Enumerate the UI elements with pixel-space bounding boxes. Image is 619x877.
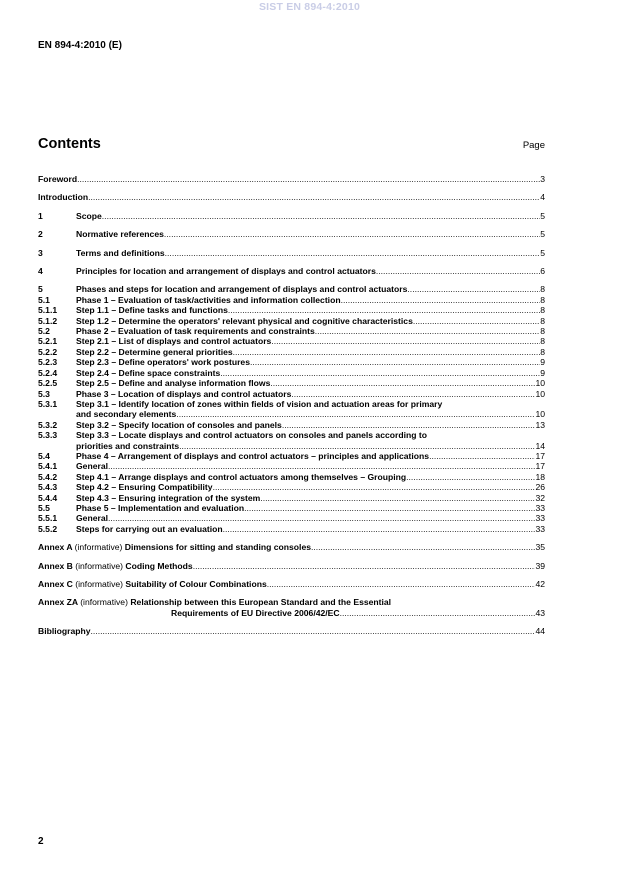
toc-leader: [108, 461, 535, 471]
toc-leader: [88, 192, 540, 202]
toc-entry-5-4-1[interactable]: [38, 461, 545, 471]
toc-number: 5.4.2: [38, 471, 58, 482]
toc-page: 18: [535, 471, 545, 482]
toc-leader: [413, 316, 540, 326]
toc-title-continued: Requirements of EU Directive 2006/42/EC: [171, 607, 340, 618]
toc-entry-5-2-5[interactable]: [38, 378, 545, 388]
toc-leader: [291, 389, 535, 399]
toc-number: 5.2: [38, 326, 50, 337]
toc-title-continued: priorities and constraints: [76, 440, 180, 451]
toc-page: 35: [535, 542, 545, 553]
toc-leader: [228, 305, 540, 315]
toc-leader: [193, 561, 536, 571]
toc-title: [38, 561, 193, 571]
toc-entry-5-2-4[interactable]: [38, 368, 545, 378]
toc-entry-annex-za[interactable]: [38, 597, 545, 618]
toc-entry-4[interactable]: [38, 266, 545, 276]
toc-leader: [260, 493, 535, 503]
toc-leader: [250, 357, 540, 367]
toc-leader: [429, 451, 535, 461]
table-of-contents: [38, 174, 545, 637]
toc-leader: [213, 482, 536, 492]
toc-title: Step 2.4 – Define space constraints: [76, 367, 221, 378]
toc-entry-5-4-2[interactable]: [38, 472, 545, 482]
toc-number: 5.1: [38, 294, 50, 305]
toc-leader: [406, 472, 535, 482]
toc-title: Bibliography: [38, 626, 91, 637]
toc-number: 5.3.3: [38, 430, 58, 441]
toc-title: [38, 542, 311, 552]
toc-page: 3: [540, 174, 545, 184]
toc-leader: [165, 248, 541, 258]
toc-number: 5.2.4: [38, 367, 58, 378]
toc-leader: [271, 336, 540, 346]
toc-leader: [341, 295, 541, 305]
toc-entry-5-1-2[interactable]: [38, 316, 545, 326]
toc-title: Phase 2 – Evaluation of task requirements and constraints: [76, 326, 315, 337]
annex-label: Annex C: [38, 579, 73, 589]
toc-entry-annex-b[interactable]: [38, 561, 545, 571]
toc-title: Principles for location and arrangement of displays and control actuators: [76, 266, 376, 277]
toc-entry-5-2-2[interactable]: [38, 347, 545, 357]
annex-kind: (informative): [75, 560, 124, 571]
toc-number: 5.4: [38, 450, 50, 461]
toc-number: 5.3: [38, 388, 50, 399]
toc-title-continued: and secondary elements: [76, 409, 177, 420]
toc-number: 5.3.1: [38, 398, 58, 409]
watermark: SIST EN 894-4:2010: [258, 1, 361, 13]
toc-title: Step 3.1 – Identify location of zones within fields of vision and actuation areas for primary: [76, 398, 443, 409]
toc-title: Step 2.3 – Define operators' work postures: [76, 357, 250, 368]
toc-entry-5-5-1[interactable]: [38, 513, 545, 523]
toc-title: General: [76, 461, 109, 472]
toc-leader: [315, 326, 540, 336]
toc-number: 2: [38, 229, 43, 240]
toc-entry-5-4-3[interactable]: [38, 482, 545, 492]
toc-entry-1[interactable]: [38, 211, 545, 221]
toc-number: 4: [38, 266, 43, 277]
toc-entry-foreword[interactable]: [38, 174, 545, 184]
toc-page: 4: [540, 192, 545, 203]
document-id: EN 894-4:2010 (E): [38, 40, 122, 51]
toc-number: 5.1.1: [38, 305, 58, 316]
toc-title: Step 1.2 – Determine the operators' relevant physical and cognitive characteristics: [76, 315, 413, 326]
annex-title: Relationship between this European Standard and the Essential: [130, 597, 392, 608]
annex-label: Annex A: [38, 542, 73, 553]
annex-title: Dimensions for sitting and standing consoles: [124, 542, 311, 553]
toc-leader: [376, 266, 540, 276]
toc-page: 26: [535, 482, 545, 493]
toc-page: 14: [535, 440, 545, 451]
toc-entry-5-4-4[interactable]: [38, 493, 545, 503]
toc-number: 5.4.3: [38, 482, 58, 493]
toc-page: 9: [540, 357, 545, 368]
toc-leader: [244, 503, 535, 513]
toc-page: 44: [535, 626, 545, 637]
toc-leader: [176, 409, 535, 419]
toc-number: 5.4.4: [38, 492, 58, 503]
toc-entry-bibliography[interactable]: [38, 626, 545, 636]
annex-label: Annex B: [38, 560, 73, 571]
toc-page: 5: [540, 247, 545, 258]
toc-page: 6: [540, 266, 545, 277]
toc-number: 5.2.2: [38, 346, 58, 357]
toc-entry-5-3[interactable]: [38, 389, 545, 399]
toc-leader: [223, 524, 536, 534]
toc-title: Foreword: [38, 174, 78, 184]
toc-entry-introduction[interactable]: [38, 192, 545, 202]
toc-number: 5.3.2: [38, 419, 58, 430]
toc-leader: [220, 368, 540, 378]
annex-label: Annex ZA: [38, 597, 78, 608]
toc-title: Scope: [76, 210, 102, 221]
toc-title: Phase 4 – Arrangement of displays and control actuators – principles and applications: [76, 450, 430, 461]
toc-leader: [179, 441, 535, 451]
toc-title: Phase 1 – Evaluation of task/activities and information collection: [76, 294, 341, 305]
annex-kind: (informative): [80, 597, 128, 608]
toc-title: Phase 5 – Implementation and evaluation: [76, 502, 245, 513]
toc-title: [38, 579, 267, 589]
toc-number: 5.5.1: [38, 513, 58, 524]
toc-leader: [311, 542, 535, 552]
toc-page: 8: [540, 284, 545, 295]
toc-title: Step 4.3 – Ensuring integration of the system: [76, 492, 261, 503]
annex-kind: (informative): [74, 542, 123, 553]
toc-leader: [340, 608, 536, 618]
toc-title: Phases and steps for location and arrangement of displays and control actuators: [76, 284, 408, 295]
toc-title: Step 2.2 – Determine general priorities: [76, 346, 233, 357]
toc-page: 13: [535, 419, 545, 430]
toc-entry-5-5-2[interactable]: [38, 524, 545, 534]
toc-page: 5: [540, 210, 545, 221]
toc-number: 5.5.2: [38, 523, 58, 534]
toc-title: Phase 3 – Location of displays and control actuators: [76, 388, 292, 399]
toc-entry-5-2-3[interactable]: [38, 357, 545, 367]
toc-page: 9: [540, 367, 545, 378]
toc-page: 42: [535, 579, 545, 589]
toc-page: 5: [540, 229, 545, 240]
toc-number: 5.2.1: [38, 336, 58, 347]
toc-leader: [91, 626, 536, 636]
toc-page: 17: [535, 461, 545, 472]
toc-entry-3[interactable]: [38, 248, 545, 258]
toc-leader: [164, 229, 540, 239]
toc-page: 10: [535, 388, 545, 399]
toc-leader: [270, 378, 535, 388]
toc-title: Step 2.1 – List of displays and control actuators: [76, 336, 272, 347]
toc-page: 8: [540, 294, 545, 305]
toc-number: 5.2.5: [38, 378, 58, 389]
toc-page: 17: [535, 450, 545, 461]
annex-kind: (informative): [75, 579, 124, 589]
toc-number: 5.1.2: [38, 315, 58, 326]
toc-title: Introduction: [38, 192, 89, 203]
toc-page: 8: [540, 305, 545, 316]
toc-page: 32: [535, 492, 545, 503]
toc-page: 8: [540, 336, 545, 347]
toc-entry-5[interactable]: [38, 284, 545, 294]
toc-title: Normative references: [76, 229, 164, 240]
page-column-label: Page: [522, 140, 545, 151]
toc-page: 33: [535, 513, 545, 524]
toc-leader: [282, 420, 536, 430]
toc-title: [38, 597, 545, 607]
toc-entry-5-1-1[interactable]: [38, 305, 545, 315]
toc-title: Step 3.2 – Specify location of consoles and panels: [76, 419, 282, 430]
toc-leader: [102, 211, 540, 221]
toc-leader: [77, 174, 540, 184]
toc-number: 5.5: [38, 502, 50, 513]
toc-entry-5-3-3[interactable]: [38, 430, 545, 451]
toc-entry-5-2-1[interactable]: [38, 336, 545, 346]
toc-title: General: [76, 513, 109, 524]
toc-page: 33: [535, 502, 545, 513]
toc-page: 39: [535, 560, 545, 571]
toc-number: 1: [38, 210, 43, 221]
toc-leader: [233, 347, 541, 357]
toc-title: Step 1.1 – Define tasks and functions: [76, 305, 228, 316]
toc-page: 8: [540, 315, 545, 326]
toc-page: 43: [535, 607, 545, 618]
page-number: 2: [38, 836, 44, 847]
toc-title: Steps for carrying out an evaluation: [76, 523, 223, 534]
toc-leader: [108, 513, 535, 523]
toc-leader: [267, 579, 536, 589]
page-title: Contents: [38, 136, 101, 152]
toc-page: 8: [540, 346, 545, 357]
toc-title: Terms and definitions: [76, 247, 165, 258]
annex-title: Suitability of Colour Combinations: [125, 579, 267, 589]
toc-entry-5-2[interactable]: [38, 326, 545, 336]
toc-number: 5.2.3: [38, 357, 58, 368]
annex-title: Coding Methods: [125, 560, 193, 571]
toc-entry-annex-a[interactable]: [38, 542, 545, 552]
toc-entry-5-3-1[interactable]: [38, 399, 545, 420]
toc-number: 5: [38, 284, 43, 295]
toc-leader: [407, 284, 540, 294]
toc-entry-2[interactable]: [38, 229, 545, 239]
toc-title: Step 4.2 – Ensuring Compatibility: [76, 482, 213, 493]
toc-title: Step 2.5 – Define and analyse information flows: [76, 378, 271, 389]
toc-title: Step 4.1 – Arrange displays and control actuators among themselves – Grouping: [76, 471, 407, 482]
toc-number: 5.4.1: [38, 461, 58, 472]
toc-title: Step 3.3 – Locate displays and control actuators on consoles and panels according to: [76, 430, 427, 441]
toc-page: 10: [535, 378, 545, 389]
toc-page: 10: [535, 409, 545, 420]
toc-page: 8: [540, 326, 545, 337]
toc-entry-5-5[interactable]: [38, 503, 545, 513]
toc-entry-5-4[interactable]: [38, 451, 545, 461]
toc-entry-annex-c[interactable]: [38, 579, 545, 589]
toc-entry-5-1[interactable]: [38, 295, 545, 305]
toc-entry-5-3-2[interactable]: [38, 420, 545, 430]
toc-page: 33: [535, 523, 545, 534]
toc-number: 3: [38, 247, 43, 258]
